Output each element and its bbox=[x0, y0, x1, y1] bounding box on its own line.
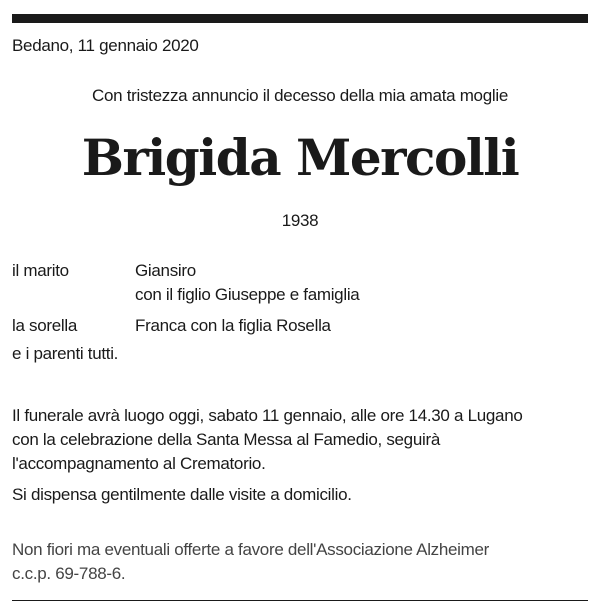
relatives-closing: e i parenti tutti. bbox=[12, 344, 119, 363]
donations-account: c.c.p. 69-788-6. bbox=[12, 564, 126, 583]
deceased-name: Brigida Mercolli bbox=[81, 128, 519, 187]
birth-year: 1938 bbox=[281, 211, 319, 230]
funeral-line: Il funerale avrà luogo oggi, sabato 11 gennaio, alle ore 14.30 a Lugano bbox=[12, 406, 523, 425]
mourner-relation-sister: la sorella bbox=[12, 316, 78, 335]
top-rule bbox=[12, 14, 588, 23]
mourner-relation-husband: il marito bbox=[12, 261, 69, 280]
mourner-name-husband: Giansiro bbox=[135, 261, 196, 280]
mourner-name-sister: Franca con la figlia Rosella bbox=[135, 316, 331, 335]
mourner-detail-husband: con il figlio Giuseppe e famiglia bbox=[135, 285, 360, 304]
announcement-line: Con tristezza annuncio il decesso della mia amata moglie bbox=[92, 86, 508, 105]
donations-line: Non fiori ma eventuali offerte a favore dell'Associazione Alzheimer bbox=[12, 540, 490, 559]
place-date: Bedano, 11 gennaio 2020 bbox=[12, 36, 199, 55]
funeral-line: l'accompagnamento al Crematorio. bbox=[12, 454, 266, 473]
funeral-line: con la celebrazione della Santa Messa al Famedio, seguirà bbox=[12, 430, 440, 449]
bottom-rule bbox=[12, 600, 588, 601]
visits-note: Si dispensa gentilmente dalle visite a domicilio. bbox=[12, 485, 352, 504]
